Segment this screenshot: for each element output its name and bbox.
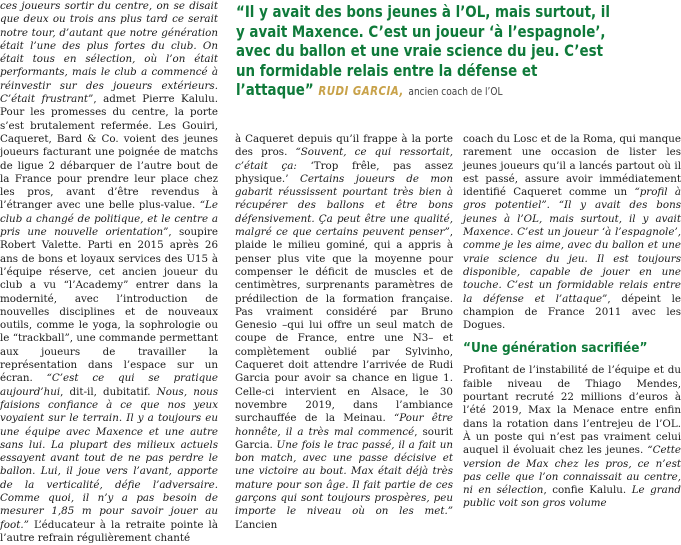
pull-quote-author: RUDI GARCIA,	[318, 84, 404, 99]
article-column-1	[0, 0, 218, 545]
body-text: L’ancien	[235, 518, 278, 531]
quote-text: ces joueurs sortir du centre, on se disait que deux ou trois ans plus tard ce serait notre tour, d’autant que notre génération était l’une des plus fortes du club. On était tous en sélection, où l’on était performants, mais le club a commencé à réinvestir sur des joueurs extérieurs. C’était frustrant”	[0, 0, 218, 106]
body-text: , soupire Robert Valette. Parti en 2015 après 26 ans de bons et loyaux services des U15 à l’équipe réserve, cet ancien joueur du club a vu “l’Academy” entrer dans la modernité, avec l’introduction de nouvelles disciplines et de nouveaux outils, comme le yoga, la sophrologie ou le “trackball”, une commande permettant aux joueurs de travailler la représentation dans l’espace sur un écran.	[0, 226, 219, 385]
quote-text: “Pour être honnête, il a très mal commencé	[235, 412, 453, 438]
pull-quote-text: “Il y avait des bons jeunes à l’OL, mais surtout, il y avait Maxence. C’est un joueur ‘à l’espagnole’, avec du ballon et une vraie science du jeu. C’est un formidable relais entre la défense et l’attaque”	[236, 3, 610, 100]
quote-text: Une fois le trac passé, il a fait un bon match, avec une passe décisive et une victoire au bout. Max était déjà très mature pour son âge. Il fait partie de ces garçons qui sont toujours prospères, peu importe le niveau où on les met.”	[235, 438, 453, 518]
body-text: L’éducateur à la retraite pointe là l’autre refrain régulièrement chanté	[0, 518, 218, 544]
quote-text: “Le club a changé de politique, et le centre a pris une nouvelle orientation”	[0, 199, 218, 239]
quote-text: Nous, nous faisions confiance à ce que nos yeux voyaient sur le terrain. Il y a toujours eu une équipe avec Maxence et une autre sans lui. La plupart des milieux actuels essayent avant tout de ne pas perdre le ballon. Lui, il joue vers l’avant, apporte de la verticalité, défie l’adversaire. Comme quoi, il n’y a pas besoin de mesurer 1,85 m pour savoir jouer au foot.”	[0, 385, 218, 531]
body-text: , dit-il, dubitatif.	[60, 385, 157, 398]
body-text: Profitant de l’instabilité de l’équipe et du faible niveau de Thiago Mendes, pourtant recruté 22 millions d’euros à l’été 2019, Max la Menace entre enfin dans la rotation dans l’entrejeu de l’OL. À un poste qui n’est pas vraiment celui auquel il évoluait chez les jeunes.	[463, 364, 681, 457]
paragraph	[235, 133, 453, 532]
body-text: , admet Pierre Kalulu. Pour les promesses du centre, la porte s’est brutalement refermée. Les Gouiri, Caqueret, Bard & Co. voient des jeunes joueurs facturant une poignée de matchs de ligue 2 débarquer de l’autre bout de la France pour prendre leur place chez les pros, avant d’être revendus à l’étranger avec une belle plus-value.	[0, 93, 218, 212]
body-text: coach du Losc et de la Roma, qui manque rarement une occasion de lister les jeunes joueurs qu’il a lancés partout où il est passé, assure avoir immédiatement identifié Caqueret comme un	[463, 133, 681, 199]
body-text: , dépeint le champion de France 2011 avec les Dogues.	[463, 292, 681, 332]
quote-text: “C’est ce qui se pratique aujourd’hui	[0, 372, 218, 398]
quote-text: “Cette version de Max chez les pros, ce n’est pas celle que l’on connaissait au centre, ni en sélection	[463, 444, 681, 497]
paragraph	[463, 133, 681, 332]
quote-text: Le grand public voit son gros volume	[463, 484, 681, 510]
body-text: .	[546, 199, 559, 212]
body-text: , sourit Garcia.	[235, 425, 453, 451]
article-column-2	[235, 133, 453, 532]
quote-text: “Il y avait des bons jeunes à l’OL, mais surtout, il y avait Maxence. C’est un joueur ‘à l’espagnole’, comme je les aime, avec du ballon et une vraie science du jeu. Il est toujours disponible, capable de jouer en une touche. C’est un formidable relais entre la défense et l’attaque”	[463, 199, 681, 305]
pull-quote	[236, 3, 617, 103]
body-text: ‘Trop frêle, pas assez physique.’	[235, 159, 453, 185]
quote-text: “profil à gros potentiel”	[463, 186, 681, 212]
article-column-3	[463, 133, 681, 511]
paragraph	[463, 364, 681, 510]
body-text: à Caqueret depuis qu’il frappe à la porte des pros.	[235, 133, 453, 159]
pull-quote-role: ancien coach de l’OL	[408, 86, 503, 99]
paragraph	[0, 0, 218, 545]
quote-text: “Souvent, ce qui ressortait, c’était ça:	[235, 146, 453, 172]
section-subheading: “Une génération sacrifiée”	[463, 340, 648, 357]
body-text: , confie Kalulu.	[543, 484, 632, 497]
quote-text: Certains joueurs de mon gabarit réussissent pourtant très bien à récupérer des ballons et être bons défensivement. Ça peut être une qualité, malgré ce que certains peuvent penser”	[235, 172, 453, 239]
body-text: , plaide le milieu gominé, qui a appris à penser plus vite que la moyenne pour compenser le déficit de muscles et de centimètres, surprenants paramètres de prédilection de la formation française. Pas vraiment considéré par Bruno Genesio –qui lui offre un seul match de coupe de France, entre une N3– et complètement oublié par Sylvinho, Caqueret doit attendre l’arrivée de Rudi Garcia pour avoir sa chance en ligue 1. Celle-ci intervient en Alsace, le 30 novembre 2019, dans l’ambiance surchauffée de la Meinau.	[235, 226, 453, 425]
